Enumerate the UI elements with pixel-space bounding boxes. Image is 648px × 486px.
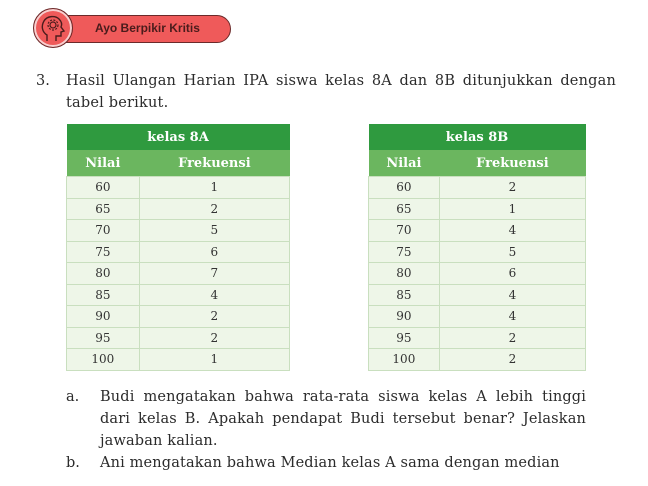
cell-nilai: 80: [369, 263, 440, 285]
cell-nilai: 85: [369, 284, 440, 306]
cell-nilai: 95: [369, 327, 440, 349]
question-number: 3.: [36, 73, 50, 89]
subquestion-label: a.: [66, 389, 80, 405]
cell-nilai: 80: [67, 263, 140, 285]
cell-frekuensi: 2: [439, 349, 585, 371]
table-row: [369, 177, 586, 199]
cell-frekuensi: 4: [439, 284, 585, 306]
table-row: [369, 284, 586, 306]
cell-frekuensi: 7: [139, 263, 289, 285]
question-3: [36, 70, 616, 114]
cell-frekuensi: 4: [139, 284, 289, 306]
table-row: [67, 241, 290, 263]
table-row: [369, 198, 586, 220]
cell-frekuensi: 6: [439, 263, 585, 285]
badge-label: Ayo Berpikir Kritis: [95, 21, 200, 35]
table-row: [369, 241, 586, 263]
cell-frekuensi: 2: [439, 177, 585, 199]
cell-nilai: 100: [369, 349, 440, 371]
cell-nilai: 95: [67, 327, 140, 349]
cell-nilai: 100: [67, 349, 140, 371]
table-kelas-8b: [368, 124, 586, 371]
subquestion-a: [66, 386, 586, 452]
cell-frekuensi: 1: [439, 198, 585, 220]
table-row: [369, 220, 586, 242]
table-row: [67, 327, 290, 349]
table-row: [369, 327, 586, 349]
cell-nilai: 90: [369, 306, 440, 328]
cell-nilai: 75: [369, 241, 440, 263]
column-header-frekuensi: Frekuensi: [439, 150, 585, 177]
subquestion-label: b.: [66, 455, 80, 471]
cell-nilai: 85: [67, 284, 140, 306]
cell-frekuensi: 2: [139, 306, 289, 328]
table-title: kelas 8A: [67, 124, 290, 150]
cell-frekuensi: 1: [139, 177, 289, 199]
cell-nilai: 70: [67, 220, 140, 242]
table-row: [369, 306, 586, 328]
head-gear-icon: [33, 8, 73, 48]
table-row: [67, 198, 290, 220]
cell-frekuensi: 2: [139, 327, 289, 349]
cell-frekuensi: 5: [139, 220, 289, 242]
table-row: [67, 220, 290, 242]
column-header-frekuensi: Frekuensi: [139, 150, 289, 177]
column-header-nilai: Nilai: [67, 150, 140, 177]
column-header-nilai: Nilai: [369, 150, 440, 177]
table-row: [369, 263, 586, 285]
cell-frekuensi: 2: [439, 327, 585, 349]
table-title: kelas 8B: [369, 124, 586, 150]
subquestion-text: Ani mengatakan bahwa Median kelas A sama dengan median: [100, 455, 560, 471]
cell-frekuensi: 2: [139, 198, 289, 220]
cell-frekuensi: 4: [439, 220, 585, 242]
table-row: [67, 349, 290, 371]
ayo-berpikir-kritis-badge: [33, 12, 233, 46]
cell-nilai: 90: [67, 306, 140, 328]
table-row: [67, 263, 290, 285]
cell-nilai: 65: [369, 198, 440, 220]
cell-frekuensi: 6: [139, 241, 289, 263]
table-row: [67, 177, 290, 199]
table-kelas-8a: [66, 124, 290, 371]
question-text: Hasil Ulangan Harian IPA siswa kelas 8A dan 8B ditunjukkan dengan tabel berikut.: [66, 73, 616, 111]
table-row: [369, 349, 586, 371]
cell-nilai: 60: [369, 177, 440, 199]
cell-nilai: 65: [67, 198, 140, 220]
table-row: [67, 284, 290, 306]
cell-frekuensi: 1: [139, 349, 289, 371]
subquestion-text: Budi mengatakan bahwa rata-rata siswa kelas A lebih tinggi dari kelas B. Apakah pendapat Budi tersebut benar? Jelaskan jawaban kalian.: [100, 389, 586, 449]
subquestion-b: [66, 452, 586, 474]
cell-frekuensi: 4: [439, 306, 585, 328]
table-row: [67, 306, 290, 328]
cell-nilai: 60: [67, 177, 140, 199]
cell-nilai: 75: [67, 241, 140, 263]
cell-frekuensi: 5: [439, 241, 585, 263]
cell-nilai: 70: [369, 220, 440, 242]
